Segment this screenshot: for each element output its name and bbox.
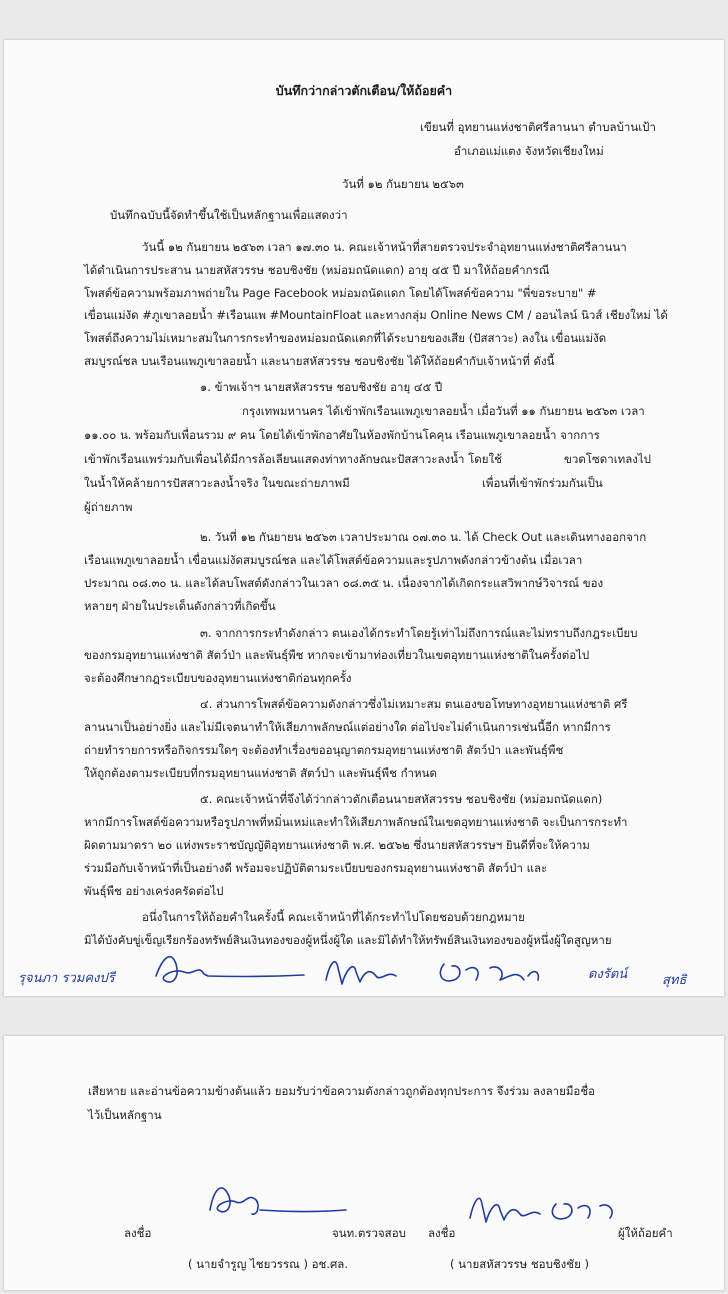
body-line: พันธุ์พืช อย่างเคร่งครัดต่อไป xyxy=(84,884,224,898)
body-line: ๔. ส่วนการโพสต์ข้อความดังกล่าวซึ่งไม่เหมาะสม ตนเองขอโทษทางอุทยานแห่งชาติ ศรี xyxy=(200,697,628,711)
intro-line: บันทึกฉบับนี้จัดทำขึ้นใช้เป็นหลักฐานเพื่อแสดงว่า xyxy=(110,208,348,222)
body-line: ๒. วันที่ ๑๒ กันยายน ๒๕๖๓ เวลาประมาณ ๐๗.๓๐ น. ได้ Check Out และเดินทางออกจาก xyxy=(200,530,647,544)
body-line: เสียหาย และอ่านข้อความข้างต้นแล้ว ยอมรับว่าข้อความดังกล่าวถูกต้องทุกประการ จึงร่วม ลงลายมือชื่อ xyxy=(88,1084,596,1098)
body-line: เขื่อนแม่งัด #ภูเขาลอยน้ำ #เรือนแพ #MountainFloat และทางกลุ่ม Online News CM / ออนไลน์ นิวส์ เชียงใหม่ ได้ xyxy=(84,308,668,322)
body-line: เพื่อนที่เข้าพักร่วมกันเป็น xyxy=(482,476,603,490)
body-line: จะต้องศึกษากฎระเบียบของอุทยานแห่งชาติก่อนทุกครั้ง xyxy=(84,671,352,685)
body-line: ถ่ายทำรายการหรือกิจกรรมใดๆ จะต้องทำเรื่องขออนุญาตกรมอุทยานแห่งชาติ สัตว์ป่า และพันธุ์พืช xyxy=(84,743,564,757)
sign-label-right: ลงชื่อ xyxy=(428,1226,456,1240)
body-line: ๑๑.๐๐ น. พร้อมกับเพื่อนรวม ๙ คน โดยได้เข้าพักอาศัยในห้องพักบ้านโคคุน เรือนแพภูเขาลอยน้ำ จากการ xyxy=(84,428,600,442)
body-line: เรือนแพภูเขาลอยน้ำ เขื่อนแม่งัดสมบูรณ์ชล และได้โพสต์ข้อความและรูปภาพดังกล่าวข้างต้น เมื่อเวลา xyxy=(84,553,583,567)
body-line: ได้ดำเนินการประสาน นายสหัสวรรษ ชอบชิงชัย (หม่อมถนัดแดก) อายุ ๔๕ ปี มาให้ถ้อยคำกรณี xyxy=(84,263,550,277)
body-line: ของกรมอุทยานแห่งชาติ สัตว์ป่า และพันธุ์พืช หากจะเข้ามาท่องเที่ยวในเขตอุทยานแห่งชาติในครั้งต่อไป xyxy=(84,648,590,662)
handwritten-name: สุทธิ xyxy=(662,973,687,988)
body-line: ๕. คณะเจ้าหน้าที่จึงได้ว่ากล่าวตักเตือนนายสหัสวรรษ ชอบชิงชัย (หม่อมถนัดแดก) xyxy=(200,792,603,806)
body-line: เข้าพักเรือนแพร่วมกับเพื่อนได้มีการล้อเลียนแสดงท่าทางลักษณะปัสสาวะลงน้ำ โดยใช้ xyxy=(84,452,502,466)
body-line: โพสต์ถึงความไม่เหมาะสมในการกระทำของหม่อมถนัดแดกที่ได้ระบายของเสีย (ปัสสาวะ) ลงใน เขื่อนแม่งัด xyxy=(84,331,607,345)
name-left: ( นายจำรูญ ไชยวรรณ ) อช.ศล. xyxy=(188,1257,349,1271)
body-line: วันนี้ ๑๒ กันยายน ๒๕๖๓ เวลา ๑๗.๓๐ น. คณะเจ้าหน้าที่สายตรวจประจำอุทยานแห่งชาติศรีลานนา xyxy=(142,240,627,254)
body-line: ขวดโซดาเทลงไป xyxy=(564,452,651,466)
body-line: ประมาณ ๐๘.๓๐ น. และได้ลบโพสต์ดังกล่าวในเวลา ๐๘.๓๕ น. เนื่องจากได้เกิดกระแสวิพากษ์วิจารณ์ ของ xyxy=(84,576,604,590)
handwritten-name: ดงรัตน์ xyxy=(588,967,628,982)
body-line: มิได้บังคับขู่เข็ญเรียกร้องทรัพย์สินเงินทองของผู้หนึ่งผู้ใด และมิได้ทำให้ทรัพย์สินเงินทองของผู้หนึ่งผู้ใดสูญหาย xyxy=(84,933,612,947)
body-line: ให้ถูกต้องตามระเบียบที่กรมอุทยานแห่งชาติ สัตว์ป่า และพันธุ์พืช กำหนด xyxy=(84,766,437,780)
document-page-1 xyxy=(4,40,724,996)
handwritten-name: รุจนภา รวมคงปรี xyxy=(18,971,115,986)
body-line: ในน้ำให้คล้ายการปัสสาวะลงน้ำจริง ในขณะถ่ายภาพมี xyxy=(84,476,350,490)
written-at-line-1: เขียนที่ อุทยานแห่งชาติศรีลานนา ตำบลบ้านเป้า xyxy=(420,120,656,134)
signature-row xyxy=(4,946,724,996)
role-left: จนท.ตรวจสอบ xyxy=(332,1226,406,1240)
document-page-2 xyxy=(4,1036,724,1290)
body-line: ร่วมมือกับเจ้าหน้าที่เป็นอย่างดี พร้อมจะปฏิบัติตามระเบียบของกรมอุทยานแห่งชาติ สัตว์ป่า และ xyxy=(84,861,548,875)
name-right: ( นายสหัสวรรษ ชอบชิงชัย ) xyxy=(450,1257,589,1271)
body-line: ผิดตามมาตรา ๒๐ แห่งพระราชบัญญัติอุทยานแห่งชาติ พ.ศ. ๒๕๖๒ ซึ่งนายสหัสวรรษฯ ยินดีที่จะให้ความ xyxy=(84,838,590,852)
body-line: หากมีการโพสต์ข้อความหรือรูปภาพที่หมิ่นเหม่และทำให้เสียภาพลักษณ์ในเขตอุทยานแห่งชาติ จะเป็นการกระทำ xyxy=(84,815,628,829)
body-line: ผู้ถ่ายภาพ xyxy=(84,500,133,514)
body-line: ไว้เป็นหลักฐาน xyxy=(88,1108,162,1122)
signature-right xyxy=(462,1182,622,1238)
body-line: กรุงเทพมหานคร ได้เข้าพักเรือนแพภูเขาลอยน้ำ เมื่อวันที่ ๑๑ กันยายน ๒๕๖๓ เวลา xyxy=(242,404,645,418)
body-line: ลานนาเป็นอย่างยิ่ง และไม่มีเจตนาทำให้เสียภาพลักษณ์แต่อย่างใด ต่อไปจะไม่ดำเนินการเช่นนี้อีก หากมีการ xyxy=(84,720,611,734)
document-date: วันที่ ๑๒ กันยายน ๒๕๖๓ xyxy=(342,177,464,191)
body-line: ๑. ข้าพเจ้าฯ นายสหัสวรรษ ชอบชิงชัย อายุ ๔๕ ปี xyxy=(200,380,443,394)
document-title: บันทึกว่ากล่าวตักเตือน/ให้ถ้อยคำ xyxy=(275,83,453,98)
body-line: โพสต์ข้อความพร้อมภาพถ่ายใน Page Facebook หม่อมถนัดแดก โดยได้โพสต์ข้อความ "พี่ขอระบาย" # xyxy=(84,286,597,300)
body-line: หลายๆ ฝ่ายในประเด็นดังกล่าวที่เกิดขึ้น xyxy=(84,599,276,613)
signature-left xyxy=(200,1176,350,1236)
body-line: อนึ่งในการให้ถ้อยคำในครั้งนี้ คณะเจ้าหน้าที่ได้กระทำไปโดยชอบด้วยกฎหมาย xyxy=(142,910,525,924)
body-line: ๓. จากการกระทำดังกล่าว ตนเองได้กระทำโดยรู้เท่าไม่ถึงการณ์และไม่ทราบถึงกฎระเบียบ xyxy=(200,626,638,640)
sign-label-left: ลงชื่อ xyxy=(124,1226,152,1240)
role-right: ผู้ให้ถ้อยคำ xyxy=(618,1226,673,1240)
written-at-line-2: อำเภอแม่แตง จังหวัดเชียงใหม่ xyxy=(454,144,604,158)
body-line: สมบูรณ์ชล บนเรือนแพภูเขาลอยน้ำ และนายสหัสวรรษ ชอบชิงชัย ได้ให้ถ้อยคำกับเจ้าหน้าที่ ดังนี้ xyxy=(84,354,555,368)
